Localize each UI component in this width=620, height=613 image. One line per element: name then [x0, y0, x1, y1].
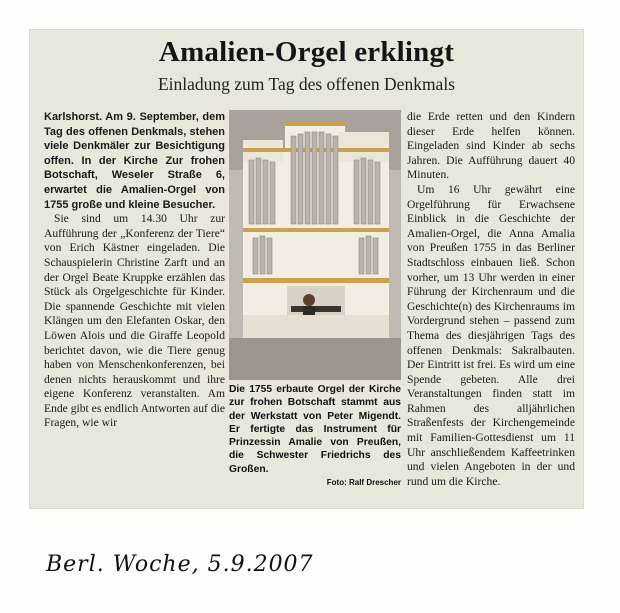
article-column-1: [44, 110, 225, 431]
article-paragraph: Um 16 Uhr gewährt eine Orgelführung für Erwachsene Einblick in die Geschichte der Amalien-Orgel, die Anna Amalia von Preußen 1755 in das Berliner Stadtschloss einbauen ließ. Schon vorher, um 13 Uhr werden in einer Führung der Kirchenraum und die Geschichte(n) des Kirchenraums im Vordergrund stehen – passend zum Thema des diesjährigen Tags des offenen Denkmals: Sakralbauten. Der Eintritt ist frei. Es wird um eine Spende gebeten. Alle drei Veranstaltungen finden statt im Rahmen des alljährlichen Straßenfests der Kirchengemeinde mit Familien-Gottesdienst um 11 Uhr anschließendem Kaffeetrinken und vielen Angeboten in der und rund um die Kirche.: [407, 182, 575, 488]
article-paragraph: die Erde retten und den Kindern dieser Erde helfen können. Eingeladen sind Kinder ab sechs Jahren. Die Aufführung dauert 40 Minuten.: [407, 110, 575, 182]
organ-photo: [229, 110, 401, 380]
photo-caption: [229, 383, 401, 489]
photo-credit: Foto: Ralf Drescher: [326, 478, 401, 488]
article-lead-paragraph: Karlshorst. Am 9. September, dem Tag des offenen Denkmals, stehen viele Denkmäler zur Besichtigung offen. In der Kirche Zur frohen Botschaft, Weseler Straße 6, erwartet die Amalien-Orgel von 1755 große und kleine Besucher.: [44, 111, 225, 211]
newspaper-clipping: [30, 30, 583, 508]
article-headline: Amalien-Orgel erklingt: [158, 36, 455, 68]
article-paragraph: Sie sind um 14.30 Uhr zur Aufführung der „Konferenz der Tiere“ von Erich Kästner eingeladen. Die Schauspielerin Christine Zarft und an der Orgel Beate Kruppke erzählen das Stück als Orgelgeschichte für Kinder. Die spannende Geschichte mit vielen Klängen um den Elefanten Oskar, den Löwen Alois und die Giraffe Leopold berichtet davon, wie die Tiere genug haben von Menschenkonferenzen, bei denen nichts herauskommt und ihre eigene Konferenz veranstalten. Am Ende gibt es endlich Antworten auf die Fragen, wie wir: [44, 212, 225, 430]
handwritten-source-note: Berl. Woche, 5.9.2007: [46, 552, 314, 577]
article-subheadline: Einladung zum Tag des offenen Denkmals: [157, 74, 455, 94]
organ-illustration: [229, 110, 401, 380]
photo-caption-text: Die 1755 erbaute Orgel der Kirche zur frohen Botschaft stammt aus der Werkstatt von Peter Migendt. Er fertigte das Instrument für Prinzessin Amalie von Preußen, die Schwester Friedrichs des Großen.: [229, 384, 401, 475]
article-column-3: [407, 110, 575, 489]
